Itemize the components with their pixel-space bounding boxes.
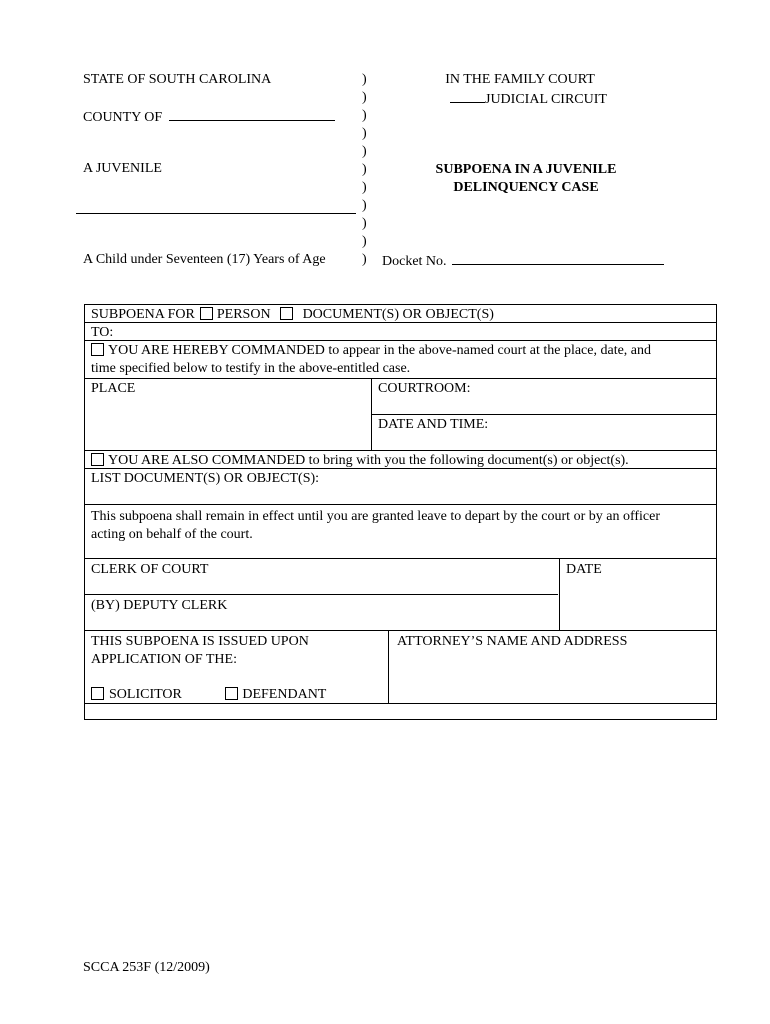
to-label: TO: bbox=[91, 325, 114, 340]
appear-row bbox=[91, 342, 651, 359]
paren: ) bbox=[362, 162, 367, 177]
list-documents-label: LIST DOCUMENT(S) OR OBJECT(S): bbox=[91, 471, 320, 486]
person-checkbox[interactable] bbox=[200, 307, 213, 320]
deputy-clerk-label: (BY) DEPUTY CLERK bbox=[91, 598, 228, 613]
paren: ) bbox=[362, 198, 367, 213]
divider bbox=[371, 378, 372, 450]
doc-title-line2: DELINQUENCY CASE bbox=[453, 180, 599, 195]
paren: ) bbox=[362, 252, 367, 267]
juvenile-label: A JUVENILE bbox=[83, 161, 162, 176]
solicitor-checkbox[interactable] bbox=[91, 687, 104, 700]
subpoena-form bbox=[84, 304, 717, 720]
appear-checkbox[interactable] bbox=[91, 343, 104, 356]
divider bbox=[85, 630, 716, 631]
paren: ) bbox=[362, 90, 367, 105]
subpoena-for-row bbox=[91, 306, 494, 323]
divider bbox=[371, 414, 716, 415]
date-label: DATE bbox=[566, 562, 602, 577]
defendant-label: DEFENDANT bbox=[242, 687, 327, 702]
divider bbox=[85, 558, 716, 559]
divider bbox=[388, 630, 389, 703]
paren: ) bbox=[362, 72, 367, 87]
form-number: SCCA 253F (12/2009) bbox=[83, 960, 210, 975]
paren: ) bbox=[362, 126, 367, 141]
paren: ) bbox=[362, 180, 367, 195]
paren: ) bbox=[362, 216, 367, 231]
courtroom-label: COURTROOM: bbox=[378, 381, 471, 396]
paren: ) bbox=[362, 108, 367, 123]
appear-text-line2: time specified below to testify in the above-entitled case. bbox=[91, 361, 411, 376]
date-time-label: DATE AND TIME: bbox=[378, 417, 489, 432]
circuit-label: JUDICIAL CIRCUIT bbox=[485, 92, 607, 107]
county-blank[interactable] bbox=[169, 107, 335, 121]
defendant-checkbox[interactable] bbox=[225, 687, 238, 700]
solicitor-label: SOLICITOR bbox=[109, 687, 182, 702]
issued-upon-line1: THIS SUBPOENA IS ISSUED UPON bbox=[91, 634, 309, 649]
circuit-blank[interactable] bbox=[450, 89, 485, 103]
docket-blank[interactable] bbox=[452, 251, 664, 265]
place-label: PLACE bbox=[91, 381, 136, 396]
applicant-row bbox=[91, 686, 326, 703]
court-label: IN THE FAMILY COURT bbox=[445, 72, 595, 87]
bring-documents-checkbox[interactable] bbox=[91, 453, 104, 466]
child-under-label: A Child under Seventeen (17) Years of Age bbox=[83, 252, 326, 267]
paren: ) bbox=[362, 144, 367, 159]
divider bbox=[85, 594, 558, 595]
also-commanded-row bbox=[91, 452, 629, 469]
state-label: STATE OF SOUTH CAROLINA bbox=[83, 72, 272, 87]
remain-effect-line1: This subpoena shall remain in effect until you are granted leave to depart by the court or by an officer bbox=[91, 509, 661, 524]
appear-text-line1: YOU ARE HEREBY COMMANDED to appear in the above-named court at the place, date, and bbox=[108, 343, 652, 358]
county-line bbox=[83, 107, 335, 126]
county-label: COUNTY OF bbox=[83, 110, 163, 125]
documents-label: DOCUMENT(S) OR OBJECT(S) bbox=[302, 307, 494, 322]
documents-checkbox[interactable] bbox=[280, 307, 293, 320]
divider bbox=[559, 558, 560, 630]
paren: ) bbox=[362, 234, 367, 249]
circuit-line bbox=[450, 89, 607, 108]
attorney-label: ATTORNEY’S NAME AND ADDRESS bbox=[397, 634, 628, 649]
divider bbox=[85, 340, 716, 341]
clerk-of-court-label: CLERK OF COURT bbox=[91, 562, 209, 577]
doc-title-line1: SUBPOENA IN A JUVENILE bbox=[435, 162, 617, 177]
divider bbox=[85, 450, 716, 451]
person-label: PERSON bbox=[216, 307, 271, 322]
subpoena-for-label: SUBPOENA FOR bbox=[91, 307, 195, 322]
divider bbox=[85, 378, 716, 379]
divider bbox=[85, 703, 716, 704]
docket-line bbox=[382, 251, 664, 270]
divider bbox=[85, 504, 716, 505]
also-commanded-text: YOU ARE ALSO COMMANDED to bring with you the following document(s) or object(s). bbox=[108, 453, 629, 468]
juvenile-name-blank[interactable] bbox=[76, 213, 356, 214]
remain-effect-line2: acting on behalf of the court. bbox=[91, 527, 253, 542]
issued-upon-line2: APPLICATION OF THE: bbox=[91, 652, 237, 667]
docket-label: Docket No. bbox=[382, 254, 447, 269]
